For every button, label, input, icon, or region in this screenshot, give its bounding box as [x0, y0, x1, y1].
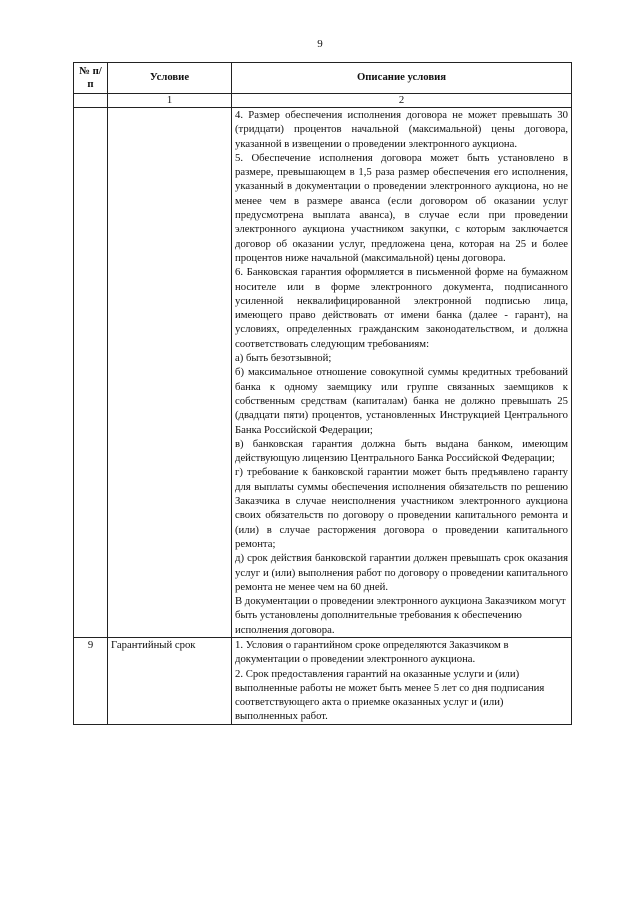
- table-row-9: [74, 637, 572, 724]
- paragraph: 6. Банковская гарантия оформляется в письменной форме на бумажном носителе или в форме электронного документа, подписанного усиленной неквалифицированной электронной подписью лица, имеющего право действовать от имени банка (далее - гарант), на условиях, определенных гражданским законодательством, и должна соответствовать следующим требованиям:: [235, 266, 568, 350]
- column-number-row: [74, 94, 572, 108]
- page-number: 9: [317, 38, 323, 50]
- paragraph: 1. Условия о гарантийном сроке определяются Заказчиком в документации о проведении электронного аукциона.: [235, 638, 509, 666]
- paragraph: 4. Размер обеспечения исполнения договора не может превышать 30 (тридцати) процентов начальной (максимальной) цены договора, указанной в извещении о проведении электронного аукциона.: [235, 109, 568, 150]
- row-description: [232, 108, 572, 638]
- row-num: 9: [74, 637, 108, 724]
- row-condition: Гарантийный срок: [108, 637, 232, 724]
- row-condition-empty: [108, 108, 232, 638]
- row-description: [232, 637, 572, 724]
- paragraph: в) банковская гарантия должна быть выдана банком, имеющим действующую лицензию Центрального Банка Российской Федерации;: [235, 437, 568, 465]
- paragraph: г) требование к банковской гарантии может быть предъявлено гаранту для выплаты суммы обеспечения исполнения обязательств по решению Заказчика в случае неисполнения участником электронного аукциона своих обязательств по договору о проведении капитального ремонта и (или) в случае расторжения договора о проведении капитального ремонта;: [235, 466, 568, 550]
- table-row-continued: [74, 108, 572, 638]
- row-num-empty: [74, 108, 108, 638]
- paragraph: 2. Срок предоставления гарантий на оказанные услуги и (или) выполненные работы не может быть менее 5 лет со дня подписания соответствующего акта о приемке оказанных услуг и (или) выполненных работ.: [235, 667, 545, 723]
- header-description: Описание условия: [232, 63, 572, 94]
- column-number-2: 2: [232, 94, 572, 108]
- conditions-table: [73, 62, 572, 725]
- column-number-empty: [74, 94, 108, 108]
- paragraph: д) срок действия банковской гарантии должен превышать срок оказания услуг и (или) выполнения работ по договору о проведении капитального ремонта не менее чем на 60 дней.: [235, 552, 568, 593]
- paragraph: б) максимальное отношение совокупной суммы кредитных требований банка к одному заемщику или группе связанных заемщиков к собственным средствам (капиталам) банка не должно превышать 25 (двадцати пяти) процентов, установленных Инструкцией Центрального Банка Российской Федерации;: [235, 366, 568, 436]
- column-number-1: 1: [108, 94, 232, 108]
- table-header-row: [74, 63, 572, 94]
- paragraph: 5. Обеспечение исполнения договора может быть установлено в размере, превышающем в 1,5 раза размер обеспечения его исполнения, указанный в документации о проведении электронного аукциона, но не менее чем в размере аванса (если договором об оказании услуг предусмотрена выплата аванса), в случае если при проведении электронного аукциона участником закупки, с которым заключается договор об оказании услуг, предложена цена, которая на 25 и более процентов ниже начальной (максимальной) цены договора.: [235, 151, 568, 264]
- header-num: № п/п: [74, 63, 108, 94]
- paragraph: а) быть безотзывной;: [235, 352, 332, 365]
- paragraph: В документации о проведении электронного аукциона Заказчиком могут быть установлены дополнительные требования к обеспечению исполнения договора.: [235, 595, 566, 636]
- header-condition: Условие: [108, 63, 232, 94]
